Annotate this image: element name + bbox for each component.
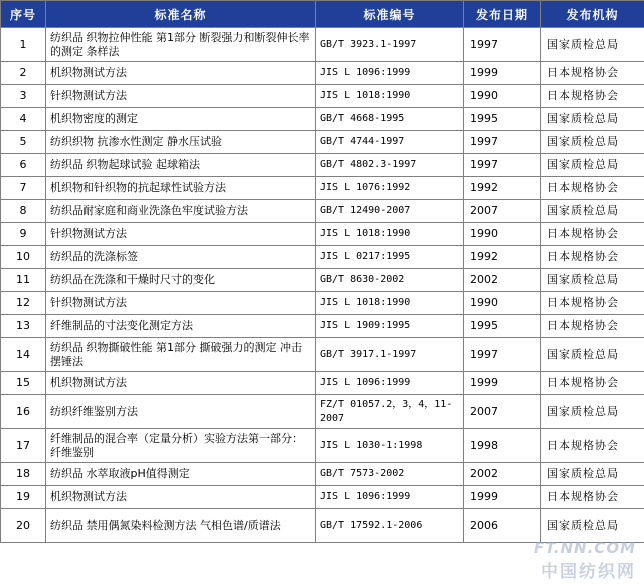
cell-org: 国家质检总局 (541, 131, 644, 154)
cell-name: 针织物测试方法 (46, 85, 316, 108)
cell-code: GB/T 12490-2007 (316, 200, 464, 223)
cell-name: 纤维制品的寸法变化测定方法 (46, 315, 316, 338)
cell-date: 1992 (464, 246, 541, 269)
cell-org: 日本规格协会 (541, 62, 644, 85)
table-row (1, 269, 644, 292)
cell-org: 国家质检总局 (541, 509, 644, 543)
cell-date: 1999 (464, 372, 541, 395)
cell-no: 5 (1, 131, 46, 154)
cell-name: 机织物测试方法 (46, 486, 316, 509)
table-row (1, 62, 644, 85)
cell-code: GB/T 3923.1-1997 (316, 28, 464, 62)
cell-org: 国家质检总局 (541, 395, 644, 429)
cell-name: 纺织品 织物撕破性能 第1部分 撕破强力的测定 冲击摆锤法 (46, 338, 316, 372)
cell-code: GB/T 17592.1-2006 (316, 509, 464, 543)
cell-org: 国家质检总局 (541, 108, 644, 131)
cell-name: 纺织品的洗涤标签 (46, 246, 316, 269)
cell-no: 3 (1, 85, 46, 108)
cell-org: 日本规格协会 (541, 246, 644, 269)
header-no: 序号 (1, 1, 46, 28)
cell-org: 日本规格协会 (541, 177, 644, 200)
cell-name: 纺织品耐家庭和商业洗涤色牢度试验方法 (46, 200, 316, 223)
table-row (1, 246, 644, 269)
cell-name: 针织物测试方法 (46, 292, 316, 315)
cell-no: 10 (1, 246, 46, 269)
table-row (1, 131, 644, 154)
cell-code: GB/T 4744-1997 (316, 131, 464, 154)
cell-date: 2006 (464, 509, 541, 543)
table-row (1, 154, 644, 177)
table-row (1, 338, 644, 372)
table-row (1, 200, 644, 223)
cell-no: 12 (1, 292, 46, 315)
cell-code: JIS L 1096:1999 (316, 62, 464, 85)
cell-code: JIS L 1018:1990 (316, 85, 464, 108)
cell-org: 国家质检总局 (541, 200, 644, 223)
cell-code: JIS L 1018:1990 (316, 292, 464, 315)
cell-org: 日本规格协会 (541, 292, 644, 315)
cell-org: 日本规格协会 (541, 315, 644, 338)
cell-no: 7 (1, 177, 46, 200)
table-row (1, 108, 644, 131)
cell-org: 日本规格协会 (541, 486, 644, 509)
cell-date: 1990 (464, 85, 541, 108)
cell-org: 国家质检总局 (541, 154, 644, 177)
cell-code: GB/T 8630-2002 (316, 269, 464, 292)
cell-name: 纺织织物 抗渗水性测定 静水压试验 (46, 131, 316, 154)
cell-no: 17 (1, 429, 46, 463)
table-row (1, 463, 644, 486)
cell-name: 机织物和针织物的抗起球性试验方法 (46, 177, 316, 200)
table-row (1, 429, 644, 463)
cell-name: 纺织品 水萃取液pH值得测定 (46, 463, 316, 486)
cell-org: 国家质检总局 (541, 463, 644, 486)
cell-no: 16 (1, 395, 46, 429)
cell-date: 1995 (464, 108, 541, 131)
table-row (1, 223, 644, 246)
cell-date: 2002 (464, 463, 541, 486)
cell-name: 纤维制品的混合率（定量分析）实验方法第一部分：纤维鉴别 (46, 429, 316, 463)
cell-name: 针织物测试方法 (46, 223, 316, 246)
cell-date: 1997 (464, 154, 541, 177)
watermark-bottom: 中国纺织网 (541, 562, 636, 582)
cell-date: 2007 (464, 395, 541, 429)
cell-no: 18 (1, 463, 46, 486)
cell-no: 14 (1, 338, 46, 372)
cell-date: 1990 (464, 292, 541, 315)
cell-code: GB/T 3917.1-1997 (316, 338, 464, 372)
header-name: 标准名称 (46, 1, 316, 28)
cell-code: JIS L 0217:1995 (316, 246, 464, 269)
cell-name: 机织物测试方法 (46, 62, 316, 85)
watermark (534, 539, 636, 582)
header-org: 发布机构 (541, 1, 644, 28)
table-row (1, 177, 644, 200)
cell-date: 1990 (464, 223, 541, 246)
cell-no: 20 (1, 509, 46, 543)
table-row (1, 395, 644, 429)
cell-no: 4 (1, 108, 46, 131)
cell-name: 机织物测试方法 (46, 372, 316, 395)
cell-date: 1999 (464, 62, 541, 85)
cell-no: 2 (1, 62, 46, 85)
cell-org: 国家质检总局 (541, 338, 644, 372)
cell-date: 2002 (464, 269, 541, 292)
cell-date: 1997 (464, 28, 541, 62)
cell-org: 日本规格协会 (541, 372, 644, 395)
cell-date: 1999 (464, 486, 541, 509)
header-date: 发布日期 (464, 1, 541, 28)
cell-no: 9 (1, 223, 46, 246)
cell-no: 8 (1, 200, 46, 223)
cell-no: 6 (1, 154, 46, 177)
cell-name: 纺织纤维鉴别方法 (46, 395, 316, 429)
cell-code: GB/T 7573-2002 (316, 463, 464, 486)
cell-date: 1998 (464, 429, 541, 463)
cell-code: GB/T 4668-1995 (316, 108, 464, 131)
table-row (1, 372, 644, 395)
table-row (1, 28, 644, 62)
cell-code: JIS L 1096:1999 (316, 372, 464, 395)
cell-code: FZ/T 01057.2，3，4，11-2007 (316, 395, 464, 429)
cell-name: 纺织品 织物起球试验 起球箱法 (46, 154, 316, 177)
table-row (1, 315, 644, 338)
cell-no: 15 (1, 372, 46, 395)
cell-code: JIS L 1018:1990 (316, 223, 464, 246)
cell-code: JIS L 1030-1:1998 (316, 429, 464, 463)
cell-no: 11 (1, 269, 46, 292)
table-row (1, 509, 644, 543)
cell-date: 2007 (464, 200, 541, 223)
cell-code: GB/T 4802.3-1997 (316, 154, 464, 177)
cell-code: JIS L 1096:1999 (316, 486, 464, 509)
cell-no: 13 (1, 315, 46, 338)
cell-org: 国家质检总局 (541, 269, 644, 292)
table-row (1, 85, 644, 108)
cell-org: 日本规格协会 (541, 429, 644, 463)
cell-org: 日本规格协会 (541, 223, 644, 246)
cell-date: 1992 (464, 177, 541, 200)
cell-name: 纺织品 织物拉伸性能 第1部分 断裂强力和断裂伸长率的测定 条样法 (46, 28, 316, 62)
cell-name: 机织物密度的测定 (46, 108, 316, 131)
cell-code: JIS L 1909:1995 (316, 315, 464, 338)
cell-code: JIS L 1076:1992 (316, 177, 464, 200)
cell-date: 1997 (464, 338, 541, 372)
cell-date: 1995 (464, 315, 541, 338)
cell-date: 1997 (464, 131, 541, 154)
watermark-top: FT.NN.COM (533, 539, 636, 557)
header-row (1, 1, 644, 28)
cell-org: 国家质检总局 (541, 28, 644, 62)
table-row (1, 292, 644, 315)
cell-no: 19 (1, 486, 46, 509)
header-code: 标准编号 (316, 1, 464, 28)
cell-name: 纺织品 禁用偶氮染料检测方法 气相色谱/质谱法 (46, 509, 316, 543)
cell-org: 日本规格协会 (541, 85, 644, 108)
cell-no: 1 (1, 28, 46, 62)
cell-name: 纺织品在洗涤和干燥时尺寸的变化 (46, 269, 316, 292)
table-row (1, 486, 644, 509)
